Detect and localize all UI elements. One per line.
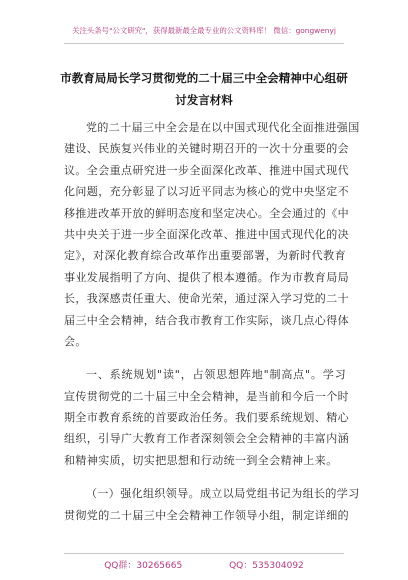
text-line: 党的二十届三中全会是在以中国式现代化全面推进强国 — [86, 121, 360, 134]
footer-divider — [64, 553, 344, 554]
document-title-line-1: 市教育局局长学习贯彻党的二十届三中全会精神中心组研 — [60, 71, 348, 85]
text-line: 长，我深感责任重大、使命光荣，通过深入学习党的二十 — [64, 292, 349, 306]
text-line: 事业发展指明了方向、提供了根本遵循。作为市教育局局 — [64, 270, 349, 284]
paragraph-intro — [64, 117, 360, 352]
text-line: 会。 — [64, 334, 87, 348]
text-line: 移推进改革开放的鲜明态度和坚定决心。全会通过的《中 — [64, 206, 349, 220]
text-line: 届三中全会精神，结合我市教育工作实际，谈几点心得体 — [64, 313, 349, 327]
header-banner: 关注头条号"公文研究"，获得最新最全最专业的公文资料库！ 微信：gongwenyj — [72, 26, 336, 35]
text-line: 定》，对深化教育综合改革作出重要部署，为新时代教育 — [64, 249, 346, 263]
text-line: （一）强化组织领导。成立以局党组书记为组长的学习 — [86, 487, 360, 501]
footer-qq: QQ：535304092 — [229, 561, 304, 571]
footer — [0, 558, 408, 571]
text-line: 期全市教育系统的首要政治任务。我们要系统规划、精心 — [64, 411, 349, 425]
text-line: 贯彻党的二十届三中全会精神工作领导小组，制定详细的 — [64, 508, 349, 522]
footer-qq-group: QQ群：30265665 — [104, 561, 183, 571]
text-line: 组织，引导广大教育工作者深刻领会全会精神的丰富内涵 — [64, 432, 349, 446]
text-line: 一、系统规划"读"，占领思想阵地"制高点"。学习 — [86, 368, 346, 382]
text-line: 共中央关于进一步全面深化改革、推进中国式现代化的决 — [64, 227, 349, 241]
paragraph-section-1 — [64, 364, 349, 471]
text-line: 建设、民族复兴伟业的关键时期召开的一次十分重要的会 — [64, 142, 349, 156]
header-divider — [64, 43, 344, 44]
document-body — [64, 117, 360, 538]
text-line: 化问题，充分彰显了以习近平同志为核心的党中央坚定不 — [64, 185, 349, 199]
document-title-line-2: 讨发言材料 — [175, 93, 233, 107]
paragraph-subsection-1 — [64, 483, 360, 526]
text-line: 宣传贯彻党的二十届三中全会精神，是当前和今后一个时 — [64, 389, 349, 403]
text-line: 议。全会重点研究进一步全面深化改革、推进中国式现代 — [64, 163, 349, 177]
text-line: 和精神实质，切实把思想和行动统一到全会精神上来。 — [64, 453, 338, 467]
